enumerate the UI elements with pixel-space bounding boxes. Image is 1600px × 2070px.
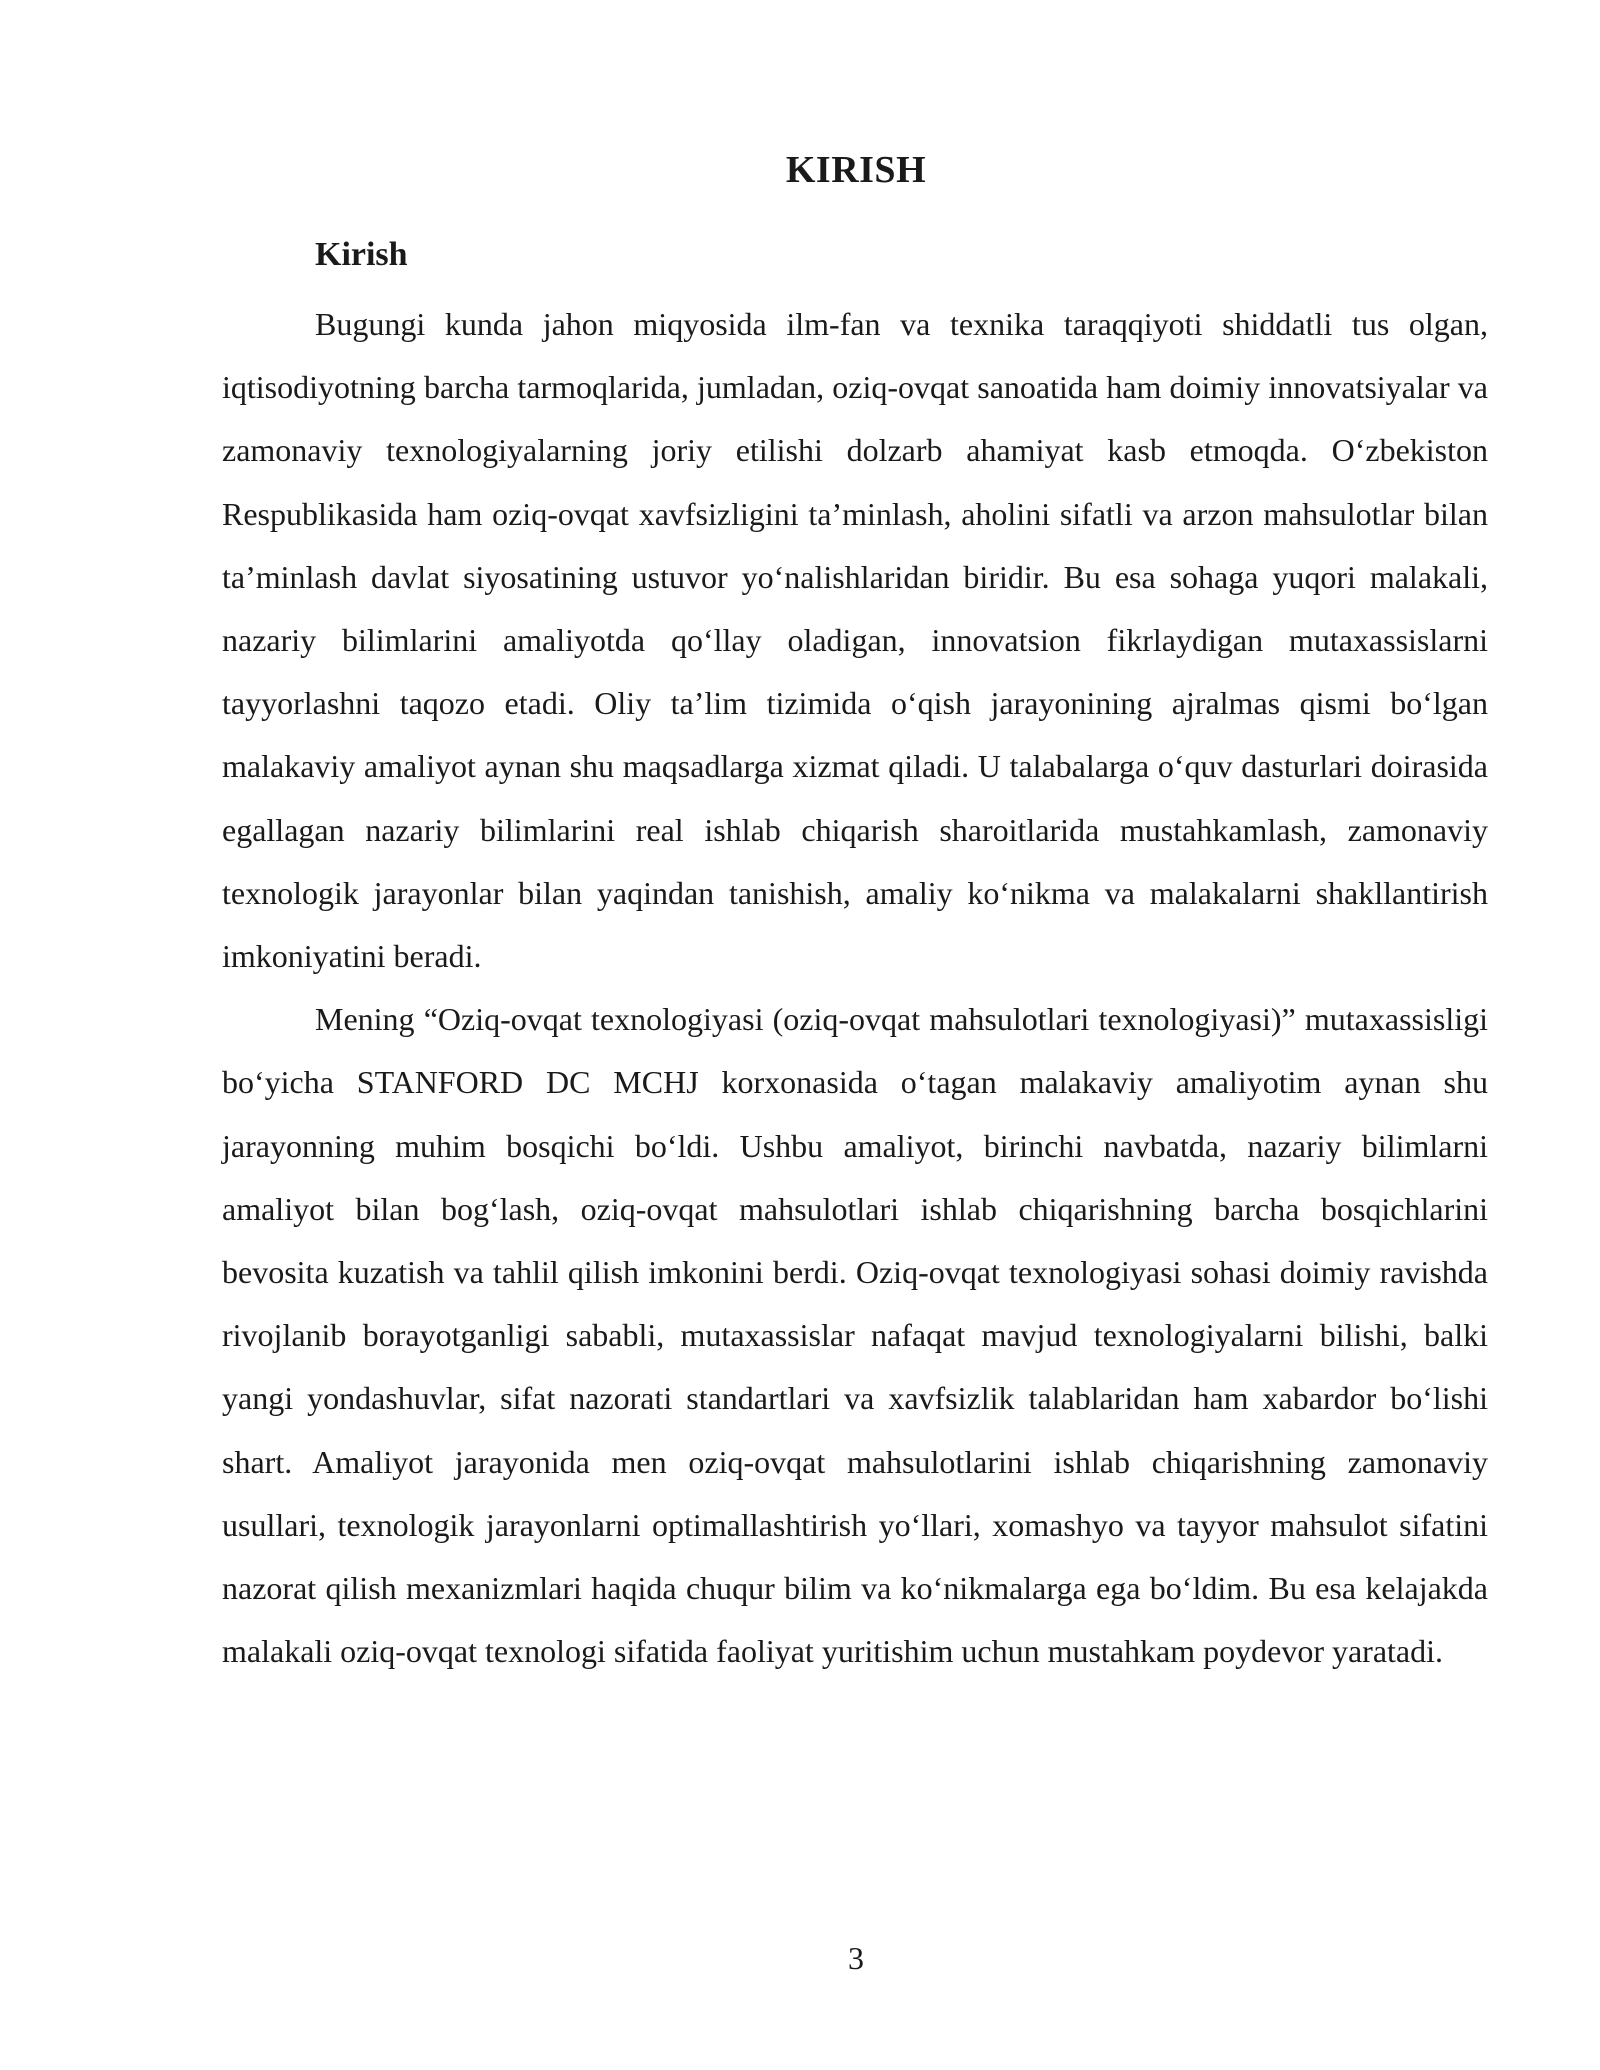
page-number: 3 [848,1940,864,1976]
paragraph-1: Bugungi kunda jahon miqyosida ilm-fan va texnika taraqqiyoti shiddatli tus olgan, iqtisodiyotning barcha tarmoqlarida, jumladan, oziq-ovqat sanoatida ham doimiy innovatsiyalar va zamonaviy texnologiyalarning joriy etilishi dolzarb ahamiyat kasb etmoqda. O‘zbekiston Respublikasida ham oziq-ovqat xavfsizligini ta’minlash, aholini sifatli va arzon mahsulotlar bilan ta’minlash davlat siyosatining ustuvor yo‘nalishlaridan biridir. Bu esa sohaga yuqori malakali, nazariy bilimlarini amaliyotda qo‘llay oladigan, innovatsion fikrlaydigan mutaxassislarni tayyorlashni taqozo etadi. Oliy ta’lim tizimida o‘qish jarayonining ajralmas qismi bo‘lgan malakaviy amaliyot aynan shu maqsadlarga xizmat qiladi. U talabalarga o‘quv dasturlari doirasida egallagan nazariy bilimlarini real ishlab chiqarish sharoitlarida mustahkamlash, zamonaviy texnologik jarayonlar bilan yaqindan tanishish, amaliy ko‘nikma va malakalarni shakllantirish imkoniyatini beradi. [222,306,1488,975]
section-heading: Kirish [315,236,408,273]
paragraph-2: Mening “Oziq-ovqat texnologiyasi (oziq-ovqat mahsulotlari texnologiyasi)” mutaxassisligi bo‘yicha STANFORD DC MCHJ korxonasida o‘tagan malakaviy amaliyotim aynan shu jarayonning muhim bosqichi bo‘ldi. Ushbu amaliyot, birinchi navbatda, nazariy bilimlarni amaliyot bilan bog‘lash, oziq-ovqat mahsulotlari ishlab chiqarishning barcha bosqichlarini bevosita kuzatish va tahlil qilish imkonini berdi. Oziq-ovqat texnologiyasi sohasi doimiy ravishda rivojlanib borayotganligi sababli, mutaxassislar nafaqat mavjud texnologiyalarni bilishi, balki yangi yondashuvlar, sifat nazorati standartlari va xavfsizlik talablaridan ham xabardor bo‘lishi shart. Amaliyot jarayonida men oziq-ovqat mahsulotlarini ishlab chiqarishning zamonaviy usullari, texnologik jarayonlarni optimallashtirish yo‘llari, xomashyo va tayyor mahsulot sifatini nazorat qilish mexanizmlari haqida chuqur bilim va ko‘nikmalarga ega bo‘ldim. Bu esa kelajakda malakali oziq-ovqat texnologi sifatida faoliyat yuritishim uchun mustahkam poydevor yaratadi. [222,1001,1488,1670]
body-text [222,293,1488,1683]
page-title: KIRISH [785,149,927,191]
